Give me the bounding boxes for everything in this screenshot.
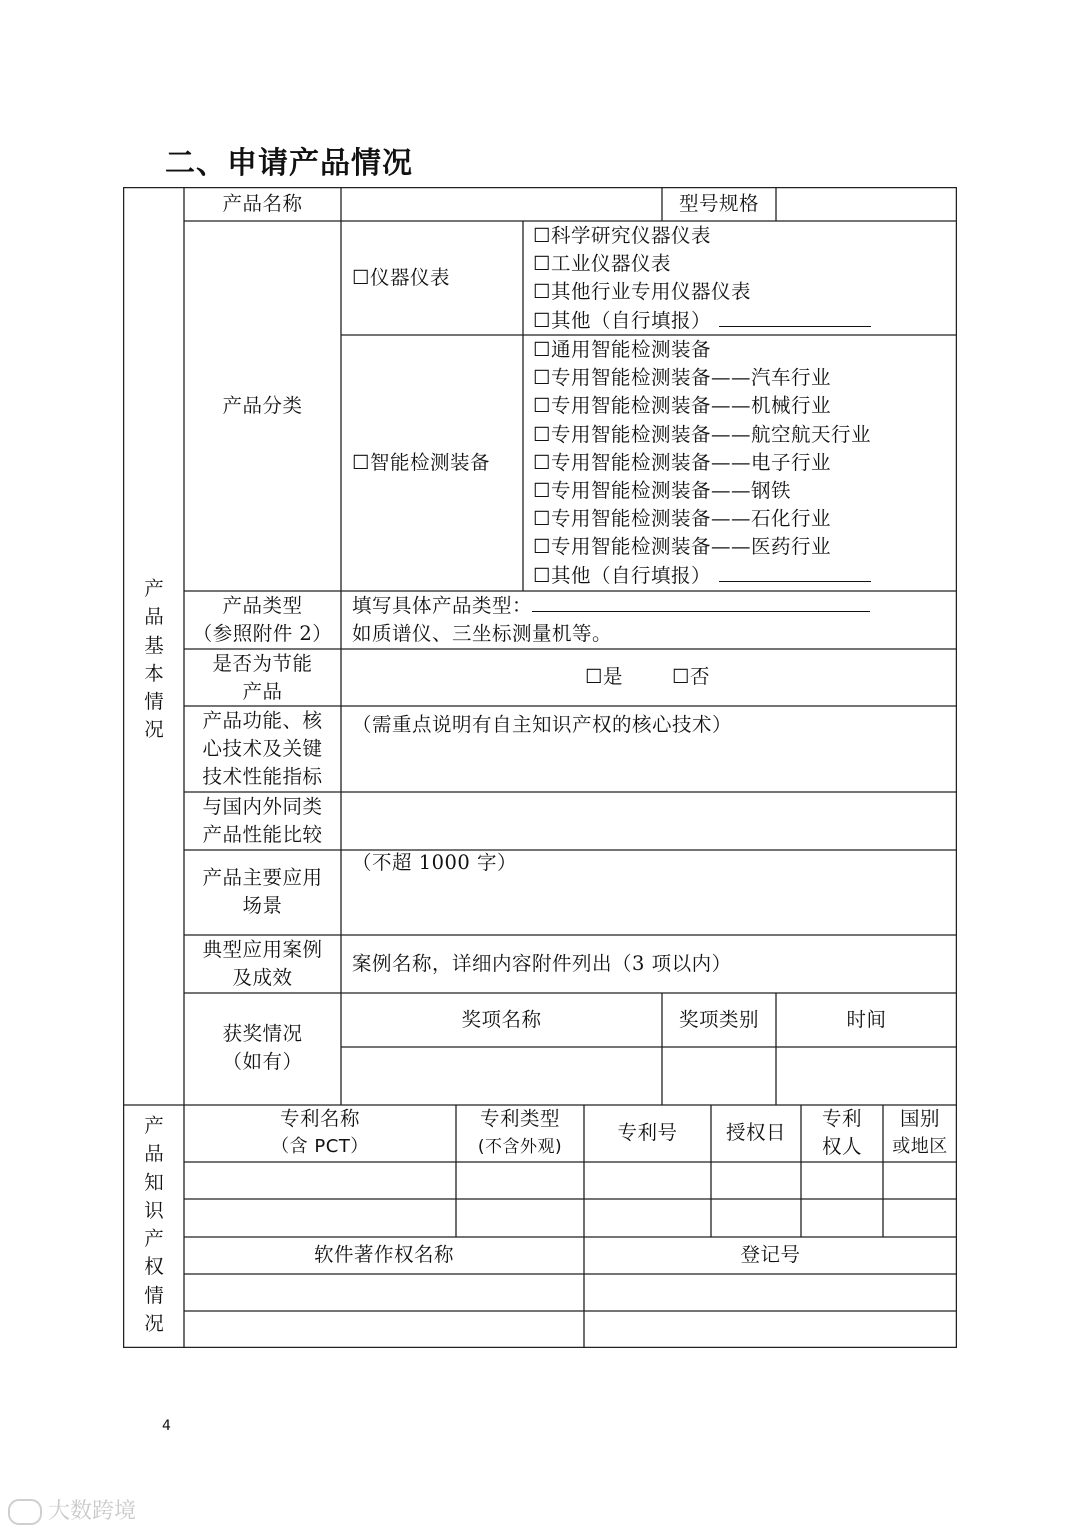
application-label	[184, 864, 341, 920]
application-note[interactable]: （不超 1000 字）	[352, 851, 518, 874]
section-ip-char: 况	[144, 1312, 164, 1336]
instrument-options	[533, 222, 871, 335]
product-type-label-line: 产品类型	[222, 594, 303, 617]
page-number: 4	[162, 1418, 171, 1434]
model-spec-label: 型号规格	[678, 192, 759, 215]
detection-option[interactable]: ☐专用智能检测装备——汽车行业	[533, 366, 831, 390]
section-basic-char: 况	[144, 718, 164, 742]
instrument-option[interactable]: ☐工业仪器仪表	[533, 252, 671, 276]
cases-note[interactable]: 案例名称，详细内容附件列出（3 项以内）	[352, 952, 732, 975]
detection-option[interactable]: ☐通用智能检测装备	[533, 338, 711, 361]
patent-date-header: 授权日	[725, 1121, 786, 1144]
product-type-prompt: 填写具体产品类型：	[352, 594, 533, 617]
section-basic-char: 本	[144, 661, 164, 685]
detection-option[interactable]: ☐专用智能检测装备——航空航天行业	[533, 422, 871, 446]
detection-checkbox[interactable]: ☐智能检测装备	[352, 451, 490, 474]
page-heading: 二、申请产品情况	[165, 146, 413, 181]
patent-name-header-line: （含 PCT）	[271, 1136, 369, 1158]
product-name-label: 产品名称	[222, 192, 303, 215]
patent-type-header	[456, 1105, 584, 1161]
patent-country-header	[883, 1105, 957, 1161]
function-tech-label-line: 产品功能、核	[202, 709, 323, 732]
awards-label-line: 获奖情况	[222, 1022, 303, 1045]
function-tech-label-line: 技术性能指标	[202, 765, 323, 789]
detection-option[interactable]: ☐专用智能检测装备——钢铁	[533, 479, 791, 503]
section-ip-char: 品	[144, 1142, 164, 1166]
detection-other-blank[interactable]	[719, 563, 871, 582]
patent-type-header-line: (不含外观)	[477, 1137, 563, 1158]
product-type-example: 如质谱仪、三坐标测量机等。	[352, 622, 613, 646]
product-name-field[interactable]	[342, 189, 661, 220]
comparison-label-line: 产品性能比较	[202, 823, 323, 847]
section-ip-char: 识	[144, 1198, 164, 1222]
watermark	[8, 1494, 136, 1525]
comparison-label-line: 与国内外同类	[202, 795, 323, 818]
energy-saving-label-line: 是否为节能	[212, 652, 313, 675]
energy-saving-label	[184, 650, 341, 706]
patent-holder-header	[801, 1105, 883, 1161]
section-basic-char: 品	[144, 605, 164, 629]
product-type-blank[interactable]	[532, 593, 870, 612]
energy-saving-no[interactable]: ☐否	[672, 665, 710, 688]
award-name-header: 奖项名称	[461, 1008, 542, 1031]
section-ip-char: 知	[144, 1170, 164, 1194]
product-type-content	[352, 592, 870, 648]
cases-label	[184, 936, 341, 992]
comparison-field[interactable]	[342, 793, 955, 849]
energy-saving-yes[interactable]: ☐是	[585, 665, 623, 688]
software-name-header: 软件著作权名称	[313, 1243, 454, 1266]
section-basic-char: 产	[144, 577, 164, 600]
watermark-text: 大数跨境	[48, 1499, 137, 1524]
award-type-header: 奖项类别	[678, 1008, 759, 1031]
model-spec-field[interactable]	[777, 189, 955, 220]
comparison-label	[184, 793, 341, 849]
energy-saving-label-line: 产品	[242, 680, 283, 704]
patent-type-header-line: 专利类型	[479, 1107, 560, 1130]
section-ip-char: 情	[144, 1283, 164, 1307]
watermark-logo-icon	[8, 1499, 42, 1525]
section-basic-char: 基	[144, 633, 164, 657]
function-tech-label-line: 心技术及关键	[202, 737, 323, 761]
patent-country-header-line: 或地区	[892, 1136, 948, 1158]
award-time-header: 时间	[846, 1008, 887, 1031]
patent-holder-header-line: 专利	[821, 1107, 862, 1130]
application-label-line: 产品主要应用	[202, 866, 323, 889]
section-label-basic	[141, 575, 167, 745]
function-tech-label	[184, 707, 341, 792]
instrument-other-blank[interactable]	[719, 308, 871, 327]
patent-country-header-line: 国别	[899, 1107, 940, 1130]
application-form-table	[123, 187, 957, 1348]
patent-holder-header-line: 权人	[821, 1135, 862, 1159]
patent-number-header: 专利号	[617, 1121, 678, 1144]
detection-options	[533, 336, 871, 590]
section-ip-char: 产	[144, 1227, 164, 1251]
software-reg-header: 登记号	[740, 1243, 801, 1266]
detection-option[interactable]: ☐专用智能检测装备——医药行业	[533, 535, 831, 559]
section-ip-char: 产	[144, 1114, 164, 1137]
detection-option[interactable]: ☐其他（自行填报）	[533, 563, 711, 587]
product-type-label	[184, 592, 341, 648]
detection-option[interactable]: ☐专用智能检测装备——电子行业	[533, 450, 831, 474]
function-tech-note[interactable]: （需重点说明有自主知识产权的核心技术）	[352, 713, 733, 736]
section-label-ip	[141, 1112, 167, 1338]
detection-option[interactable]: ☐专用智能检测装备——石化行业	[533, 507, 831, 531]
instrument-option[interactable]: ☐其他（自行填报）	[533, 308, 711, 332]
awards-label	[184, 1020, 341, 1076]
detection-option[interactable]: ☐专用智能检测装备——机械行业	[533, 394, 831, 418]
awards-label-line: （如有）	[222, 1050, 303, 1074]
patent-name-header-line: 专利名称	[279, 1107, 360, 1130]
cases-label-line: 典型应用案例	[202, 938, 323, 961]
application-label-line: 场景	[242, 894, 283, 918]
patent-name-header	[184, 1105, 456, 1161]
instrument-checkbox[interactable]: ☐仪器仪表	[352, 266, 450, 289]
section-ip-char: 权	[144, 1255, 164, 1279]
product-type-label-line: （参照附件 2）	[192, 622, 333, 646]
category-label: 产品分类	[222, 394, 303, 417]
cases-label-line: 及成效	[232, 966, 293, 990]
section-basic-char: 情	[144, 690, 164, 714]
instrument-option[interactable]: ☐科学研究仪器仪表	[533, 224, 711, 247]
instrument-option[interactable]: ☐其他行业专用仪器仪表	[533, 280, 751, 304]
